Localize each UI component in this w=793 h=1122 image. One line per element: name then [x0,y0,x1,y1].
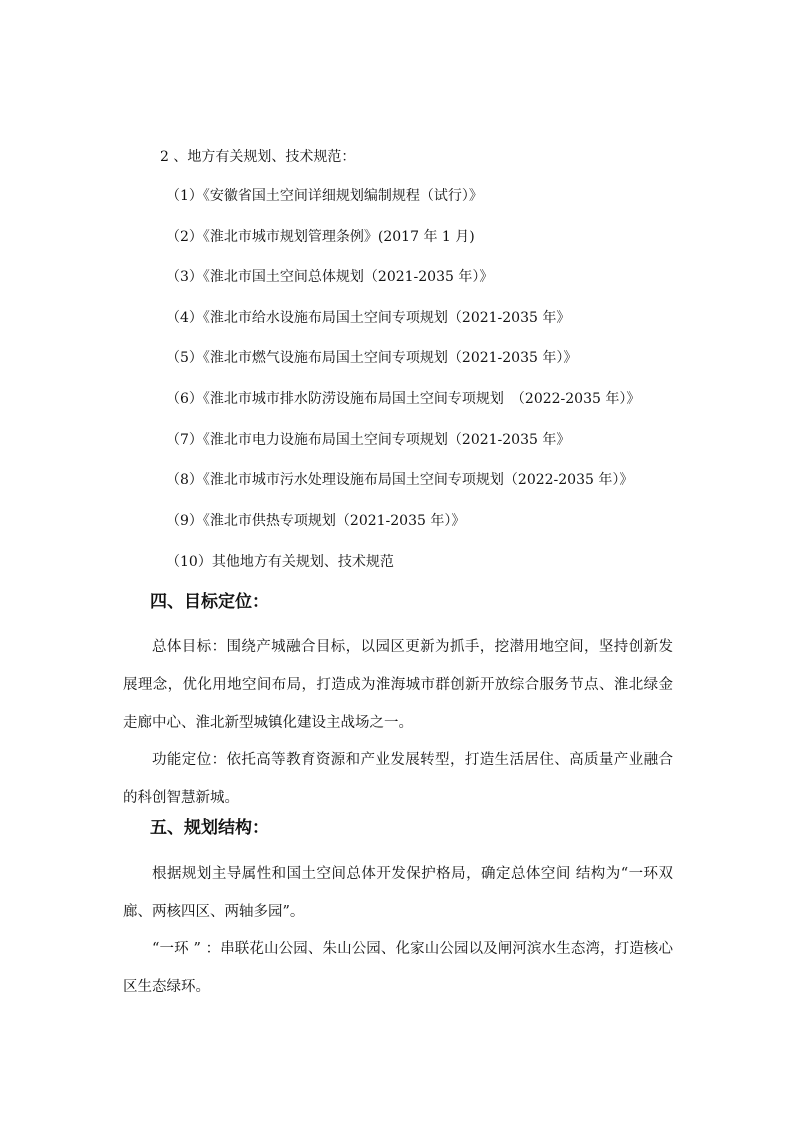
ref-item: （8）《淮北市城市污水处理设施布局国土空间专项规划（2022-2035 年）》 [166,472,634,488]
section-heading: 五、规划结构： [150,818,269,838]
section-heading: 四、目标定位： [150,592,269,612]
ref-item: （7）《淮北市电力设施布局国土空间专项规划（2021-2035 年》 [166,432,571,448]
ref-item: （1）《安徽省国土空间详细规划编制规程（试行）》 [166,188,483,204]
refs-title: 2 、地方有关规划、技术规范： [160,149,356,165]
paragraph: 总体目标：围绕产城融合目标，以园区更新为抓手，挖潜用地空间，坚持创新发展理念，优化用地空间布局，打造成为淮海城市群创新开放综合服务节点、淮北绿金走廊中心、淮北新型城镇化建设主战场之一。 [123,639,673,731]
ref-item: （9）《淮北市供热专项规划（2021-2035 年）》 [166,513,466,529]
ref-item: （4）《淮北市给水设施布局国土空间专项规划（2021-2035 年》 [166,310,571,326]
paragraph: 功能定位：依托高等教育资源和产业发展转型，打造生活居住、高质量产业融合的科创智慧新城。 [123,752,673,806]
ref-item: （6）《淮北市城市排水防涝设施布局国土空间专项规划 （2022-2035 年）》 [166,391,641,407]
paragraph: “一环 ” ：串联花山公园、朱山公园、化家山公园以及闸河滨水生态湾，打造核心区生态绿环。 [123,941,673,995]
ref-item: （3）《淮北市国土空间总体规划（2021-2035 年）》 [166,269,494,285]
ref-item: （2）《淮北市城市规划管理条例》(2017 年 1 月) [166,229,475,245]
ref-item: （5）《淮北市燃气设施布局国土空间专项规划（2021-2035 年）》 [166,350,578,366]
paragraph: 根据规划主导属性和国土空间总体开发保护格局，确定总体空间 结构为“一环双廊、两核四区、两轴多园”。 [123,866,673,920]
ref-item: （10）其他地方有关规划、技术规范 [166,554,394,570]
